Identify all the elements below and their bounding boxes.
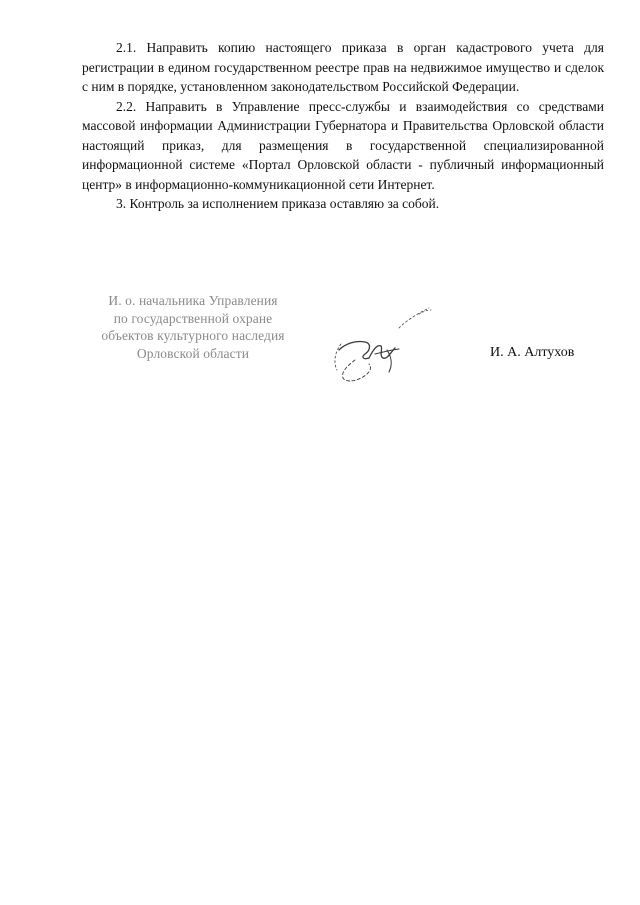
signer-title-line: И. о. начальника Управления [108,293,278,308]
paragraph-2-2: 2.2. Направить в Управление пресс-службы и взаимодействия со средствами массовой информации Администрации Губернатора и Правительства Орловской области настоящий приказ, для размещения в государственной специализированной информационной системе «Портал Орловской области - публичный информационный центр» в информационно-коммуникационной сети Интернет. [82,98,604,192]
signer-title-line: по государственной охране [113,310,273,326]
signer-title-line: Орловской области [136,345,250,361]
signer-title-line: объектов культурного наследия [101,328,285,343]
handwritten-signature [325,300,437,390]
paragraph-3: 3. Контроль за исполнением приказа оставляю за собой. [116,196,440,211]
paragraph-2-1: 2.1. Направить копию настоящего приказа в орган кадастрового учета для регистрации в едином государственном реестре прав на недвижимое имущество и сделок с ним в порядке, установленном законодательством Российской Федерации. [82,40,604,94]
document-body [82,38,604,214]
signer-title [70,292,316,362]
signer-name: И. А. Алтухов [490,345,575,360]
